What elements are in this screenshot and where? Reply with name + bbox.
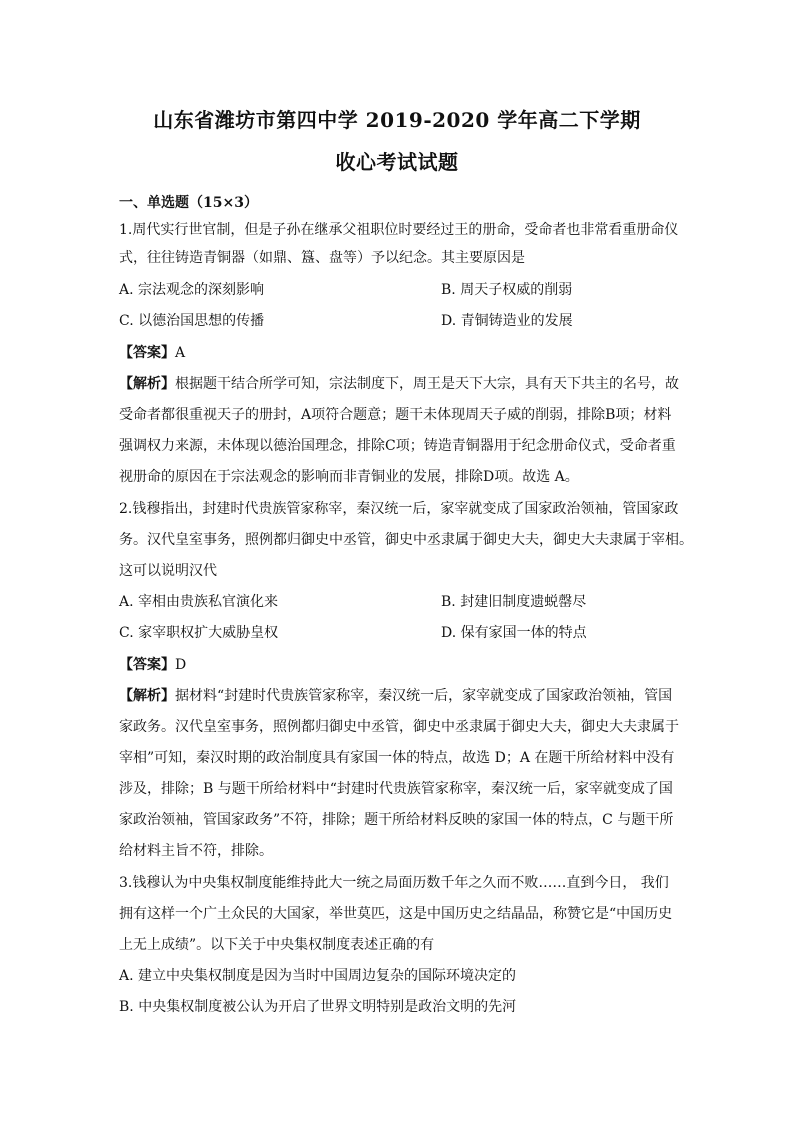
q3-stem-line: 3.钱穆认为中央集权制度能维持此大一统之局面历数千年之久而不败……直到今日， 我们	[119, 875, 669, 891]
q1-option-a: A. 宗法观念的深刻影响	[119, 282, 265, 298]
q1-answer	[119, 343, 684, 363]
q3-option-b: B. 中央集权制度被公认为开启了世界文明特别是政治文明的先河	[119, 999, 517, 1015]
q1-option-c: C. 以德治国思想的传播	[119, 313, 265, 329]
q1-analysis-line: 受命者都很重视天子的册封，A项符合题意；题干未体现周天子威的削弱，排除B项；材料	[119, 407, 672, 423]
q1-option-d: D. 青铜铸造业的发展	[441, 313, 573, 329]
q2-answer	[119, 655, 684, 675]
q2-analysis-line	[119, 686, 684, 706]
q1-analysis-line	[119, 374, 684, 394]
q2-analysis-line: 给材料主旨不符，排除。	[119, 843, 273, 859]
q3-option-a: A. 建立中央集权制度是因为当时中国周边复杂的国际环境决定的	[119, 968, 517, 984]
q1-analysis-line: 强调权力来源，未体现以德治国理念，排除C项；铸造青铜器用于纪念册命仪式，受命者重	[119, 438, 676, 454]
q2-option-c: C. 家宰职权扩大威胁皇权	[119, 625, 279, 641]
q2-option-a: A. 宰相由贵族私官演化来	[119, 594, 279, 610]
analysis-text: 据材料“封建时代贵族管家称宰，秦汉统一后，家宰就变成了国家政治领袖，管国	[175, 688, 673, 704]
analysis-label: 【解析】	[119, 688, 175, 704]
document-subtitle: 收心考试试题	[335, 150, 459, 174]
q1-stem-line: 式，往往铸造青铜器（如鼎、簋、盘等）予以纪念。其主要原因是	[119, 250, 525, 266]
q2-stem-line: 2.钱穆指出，封建时代贵族管家称宰，秦汉统一后，家宰就变成了国家政治领袖，管国家政	[119, 501, 679, 517]
answer-label: 【答案】	[119, 657, 175, 673]
q1-analysis-line: 视册命的原因在于宗法观念的影响而非青铜业的发展，排除D项。故选 A。	[119, 469, 579, 485]
document-title: 山东省潍坊市第四中学 2019-2020 学年高二下学期	[153, 108, 641, 132]
q2-analysis-line: 宰相”可知，秦汉时期的政治制度具有家国一体的特点，故选 D；A 在题干所给材料中没有	[119, 750, 675, 766]
q2-option-b: B. 封建旧制度遗蜕罄尽	[441, 594, 587, 610]
answer-value: A	[175, 345, 186, 361]
q2-analysis-line: 涉及，排除；B 与题干所给材料中“封建时代贵族管家称宰，秦汉统一后，家宰就变成了国	[119, 781, 673, 797]
answer-value: D	[175, 657, 187, 673]
q1-option-b: B. 周天子权威的削弱	[441, 282, 573, 298]
analysis-label: 【解析】	[119, 376, 175, 392]
q1-stem-line: 1.周代实行世官制，但是子孙在继承父祖职位时要经过王的册命，受命者也非常看重册命仪	[119, 222, 679, 238]
q2-option-d: D. 保有家国一体的特点	[441, 625, 587, 641]
q2-stem-line: 这可以说明汉代	[119, 563, 217, 579]
q2-analysis-line: 家政务。汉代皇室事务，照例都归御史中丞管，御史中丞隶属于御史大夫，御史大夫隶属于	[119, 719, 679, 735]
analysis-text: 根据题干结合所学可知，宗法制度下，周王是天下大宗，具有天下共主的名号，故	[175, 376, 679, 392]
q3-stem-line: 上无上成绩”。以下关于中央集权制度表述正确的有	[119, 937, 435, 953]
q2-stem-line: 务。汉代皇室事务，照例都归御史中丞管，御史中丞隶属于御史大夫，御史大夫隶属于宰相。	[119, 532, 693, 548]
section-heading: 一、单选题（15×3）	[119, 195, 258, 211]
q2-analysis-line: 家政治领袖，管国家政务”不符，排除；题干所给材料反映的家国一体的特点，C 与题干所	[119, 812, 674, 828]
answer-label: 【答案】	[119, 345, 175, 361]
q3-stem-line: 拥有这样一个广土众民的大国家，举世莫匹，这是中国历史之结晶品，称赞它是“中国历史	[119, 906, 673, 922]
